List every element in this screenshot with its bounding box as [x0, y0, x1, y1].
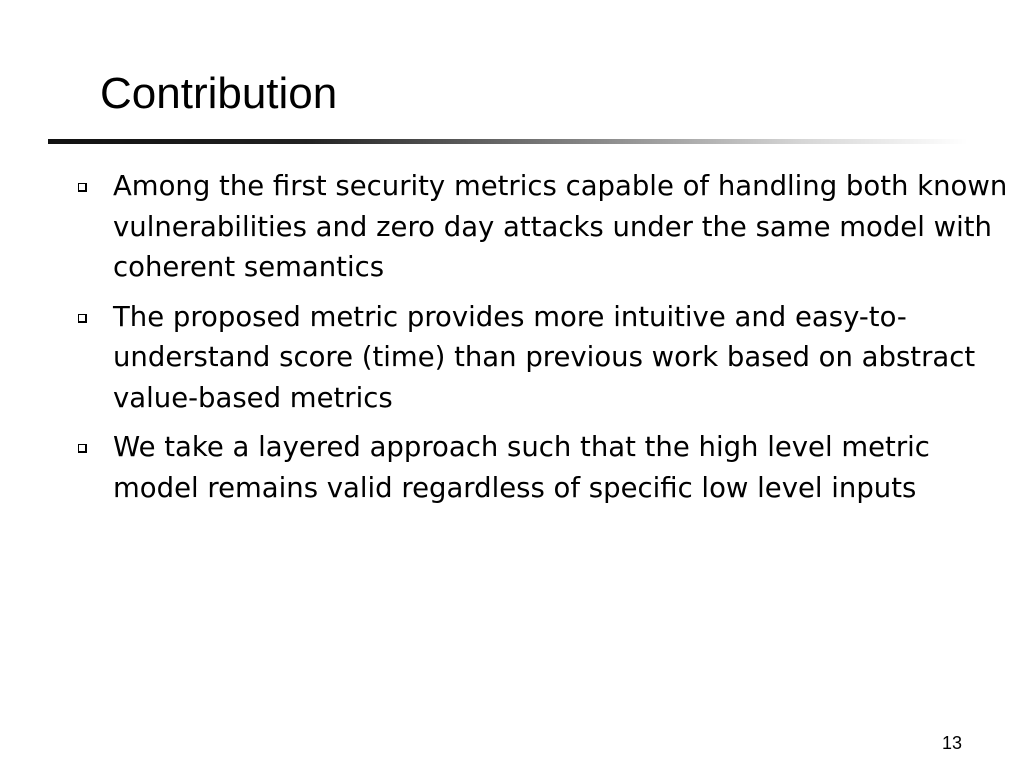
square-bullet-icon [78, 183, 87, 192]
bullet-text: Among the first security metrics capable of handling both known vulnerabilities and zero day attacks under the same model with coherent semantics [113, 170, 1008, 283]
slide-title: Contribution [100, 69, 338, 118]
bullet-item [0, 297, 1024, 419]
title-divider [48, 139, 968, 144]
bullet-list [0, 166, 1024, 517]
bullet-text: We take a layered approach such that the high level metric model remains valid regardless of specific low level inputs [113, 431, 930, 504]
bullet-item [0, 427, 1024, 508]
square-bullet-icon [78, 314, 87, 323]
square-bullet-icon [78, 444, 87, 453]
bullet-item [0, 166, 1024, 288]
page-number: 13 [941, 733, 962, 753]
bullet-text: The proposed metric provides more intuitive and easy-to-understand score (time) than previous work based on abstract value-based metrics [113, 300, 976, 414]
